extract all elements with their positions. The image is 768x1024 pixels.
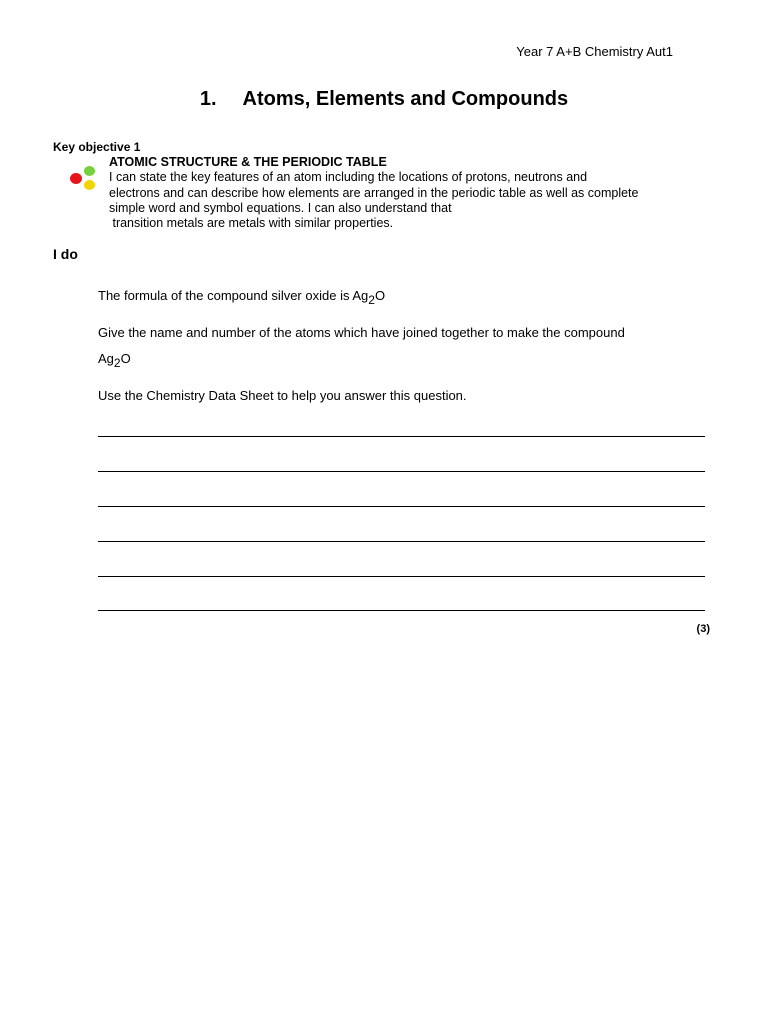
traffic-light-icon: [70, 165, 100, 191]
key-objective-block: [109, 155, 719, 231]
answer-line[interactable]: [98, 541, 705, 542]
objective-line: I can state the key features of an atom including the locations of protons, neutrons and: [109, 170, 588, 185]
subscript: 2: [368, 293, 375, 307]
objective-line: simple word and symbol equations. I can also understand that: [109, 200, 452, 215]
answer-line[interactable]: [98, 610, 705, 611]
objective-line: transition metals are metals with similar properties.: [109, 216, 394, 231]
marks-indicator: (3): [696, 623, 710, 635]
answer-line[interactable]: [98, 506, 705, 507]
answer-line[interactable]: [98, 436, 705, 437]
formula-statement: The formula of the compound silver oxide is $Ag_2O$: [98, 288, 386, 307]
question-hint: Use the Chemistry Data Sheet to help you answer this question.: [98, 388, 467, 403]
question-prompt: Give the name and number of the atoms which have joined together to make the compound: [98, 325, 625, 340]
course-header: Year 7 A+B Chemistry Aut1: [516, 44, 673, 59]
answer-line[interactable]: [98, 471, 705, 472]
compound-formula: $Ag_2O$: [98, 351, 131, 370]
section-title: Atoms, Elements and Compounds: [242, 88, 569, 110]
subscript: 2: [113, 356, 121, 370]
section-number: 1.: [199, 88, 217, 110]
objective-text: [109, 170, 719, 231]
red-dot-icon: [70, 173, 82, 184]
answer-line[interactable]: [98, 576, 705, 577]
section-label: I do: [53, 246, 78, 262]
key-objective-label: Key objective 1: [53, 140, 141, 154]
page-title: [0, 88, 768, 111]
objective-line: electrons and can describe how elements are arranged in the periodic table as well as complete: [109, 185, 639, 200]
green-dot-icon: [84, 166, 95, 176]
yellow-dot-icon: [84, 180, 95, 190]
objective-heading: ATOMIC STRUCTURE & THE PERIODIC TABLE: [109, 155, 387, 169]
